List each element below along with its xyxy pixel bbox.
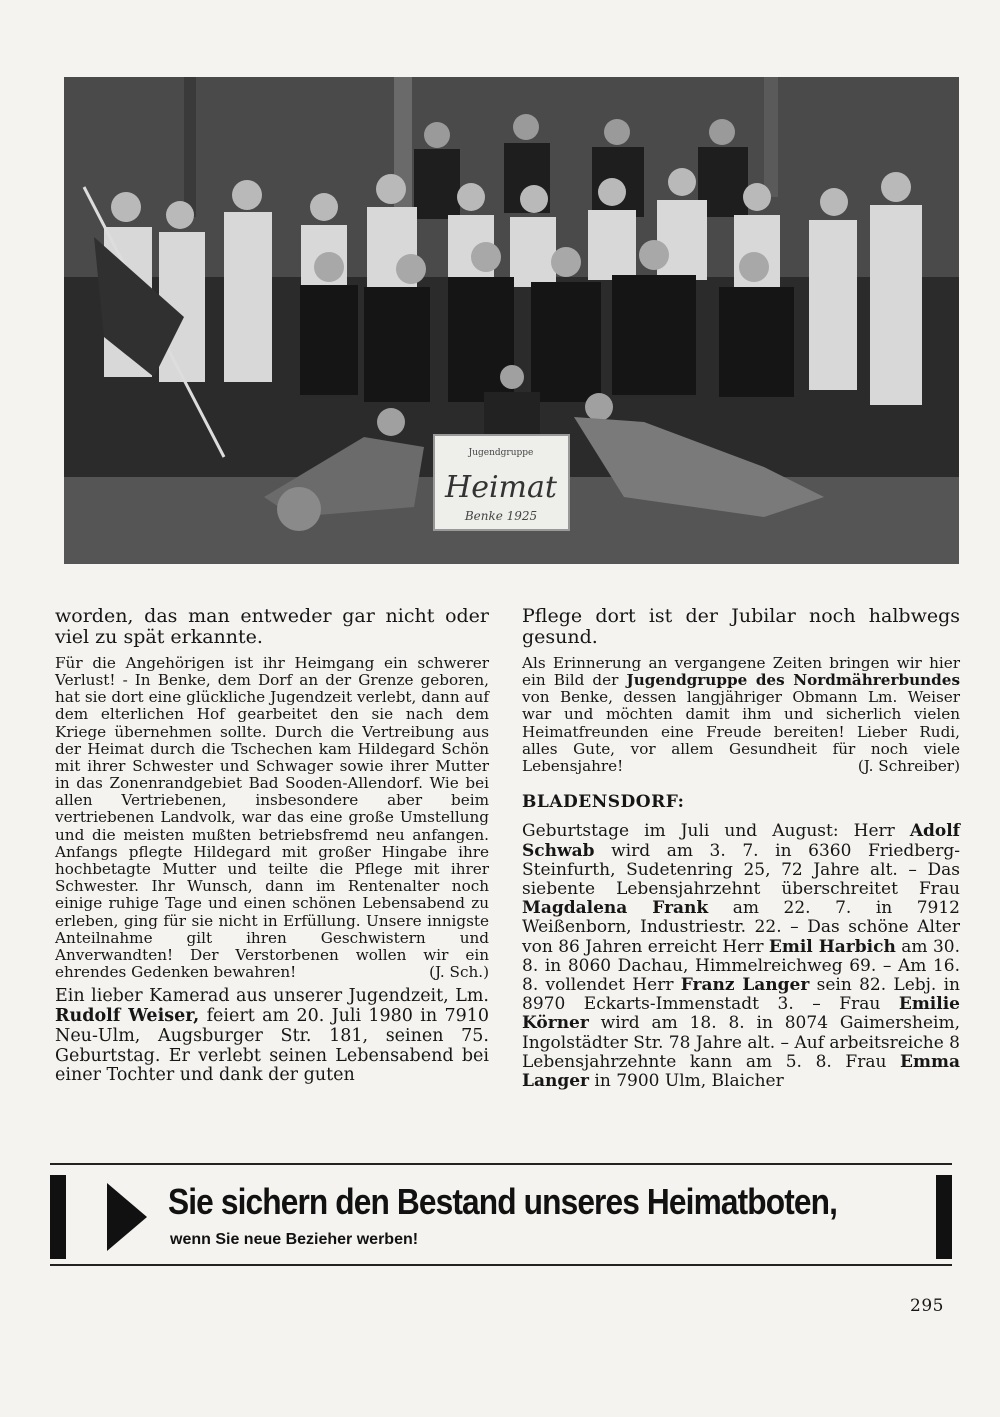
caption-text-b: von Benke, dessen langjähriger Obmann Lm. Weiser war und möchten damit ihm und sicherlich vielen Heimatfreunden eine Freude bereiten! Lieber Rudi, alles Gute, vor allem Gesundheit für noch viele Lebensjahre! [522,688,960,775]
sign-line-1: Jugendgruppe [468,448,534,458]
bladensdorf-paragraph [522,822,960,1091]
obituary-text: Für die Angehörigen ist ihr Heimgang ein schwerer Verlust! - In Benke, dem Dorf an der Grenze geboren, hat sie dort eine glückliche Jugendzeit verlebt, dann auf dem elterlichen Hof gearbeitet den sie nach dem Kriege übernehmen sollte. Durch die Vertreibung aus der Heimat durch die Tschechen kam Hildegard Schön mit ihrer Schwester und Schwager sowie ihrer Mutter in das Zonenrandgebiet Bad Sooden-Allendorf. Wie bei allen Vertriebenen, insbesondere aber beim vertriebenen Landvolk, war das eine große Umstellung und die meisten mußten betriebsfremd neu anfangen. Anfangs pflegte Hildegard mit großer Hingabe ihre hochbetagte Mutter und teilte die Pflege mit ihrer Schwester. Ihr Wunsch, dann im Rentenalter noch einige ruhige Tage und einen schönen Lebensabend zu erleben, ging für sie nicht in Erfüllung. Unsere innigste Anteilnahme gilt ihren Geschwistern und Anverwandten! Der Verstorbenen wollen wir ein ehrendes Gedenken bewahren! [55,653,489,982]
person-name: Magdalena Frank [522,898,709,919]
birthday-text-b: feiert am 20. Juli 1980 in 7910 Neu-Ulm, Augsburger Str. 181, seinen 75. Geburtstag. Er verlebt seinen Lebensabend bei einer Tochter und dank der guten [55,1005,489,1086]
text-segment: sein 82. Lebj. in 8970 Eckarts-Immenstadt 3. – Frau [522,974,960,1015]
banner-subline: wenn Sie neue Bezieher werben! [170,1231,419,1248]
birthday-paragraph [55,987,489,1086]
right-column [522,606,960,1091]
caption-group-name: Jugendgruppe des Nordmährerbundes [626,671,960,690]
group-photograph [64,77,959,564]
left-column [55,606,489,1086]
person-name: Adolf Schwab [522,821,960,861]
text-segment: wird am 18. 8. in 8074 Gaimersheim, Ingolstädter Str. 78 Jahre alt. – Auf arbeitsreiche 8 Lebensjahrzehnte kann am 5. 8. Frau [522,1013,960,1072]
obituary-signature: (J. Sch.) [429,963,489,982]
photo-caption-paragraph [522,655,960,775]
banner-left-bar [50,1175,66,1259]
text-segment: in 7900 Ulm, Blaicher [589,1070,784,1091]
text-segment: wird am 3. 7. in 6360 Friedberg-Steinfurth, Sudetenring 25, 72 Jahre alt. – Das siebente Lebensjahrzehnt überschreitet Frau [522,840,960,899]
person-name: Emil Harbich [768,936,896,957]
caption-text-a: Als Erinnerung an vergangene Zeiten bringen wir hier ein Bild der [522,653,960,690]
section-heading-bladensdorf: BLADENSDORF: [522,792,685,813]
sign-line-3: Benke 1925 [464,509,538,523]
left-paragraph-1: worden, das man entweder gar nicht oder viel zu spät erkannte. [55,605,489,649]
right-paragraph-1: Pflege dort ist der Jubilar noch halbwegs gesund. [522,605,960,649]
person-name: Emma Langer [522,1051,960,1091]
text-segment: Geburtstage im Juli und August: Herr [522,821,910,842]
obituary-paragraph [55,655,489,981]
sign-line-2: Heimat [445,470,557,505]
caption-signature: (J. Schreiber) [857,756,960,775]
text-segment: am 22. 7. in 7912 Weißenborn, Industriestr. 22. – Das schöne Alter von 86 Jahren erreicht Herr [522,898,960,957]
text-segment: am 30. 8. in 8060 Dachau, Himmelreichweg 69. – Am 16. 8. vollendet Herr [522,936,960,995]
banner-headline: Sie sichern den Bestand unseres Heimatboten, [168,1181,838,1222]
birthday-name: Rudolf Weiser, [55,1005,200,1026]
page-number: 295 [910,1296,944,1316]
person-name: Franz Langer [680,974,810,995]
subscription-banner [50,1163,952,1266]
person-name: Emilie Körner [522,994,960,1034]
photo-illustration [64,77,959,564]
banner-right-bar [936,1175,952,1259]
arrow-right-icon [107,1183,147,1251]
birthday-text-a: Ein lieber Kamerad aus unserer Jugendzeit, Lm. [55,986,489,1007]
